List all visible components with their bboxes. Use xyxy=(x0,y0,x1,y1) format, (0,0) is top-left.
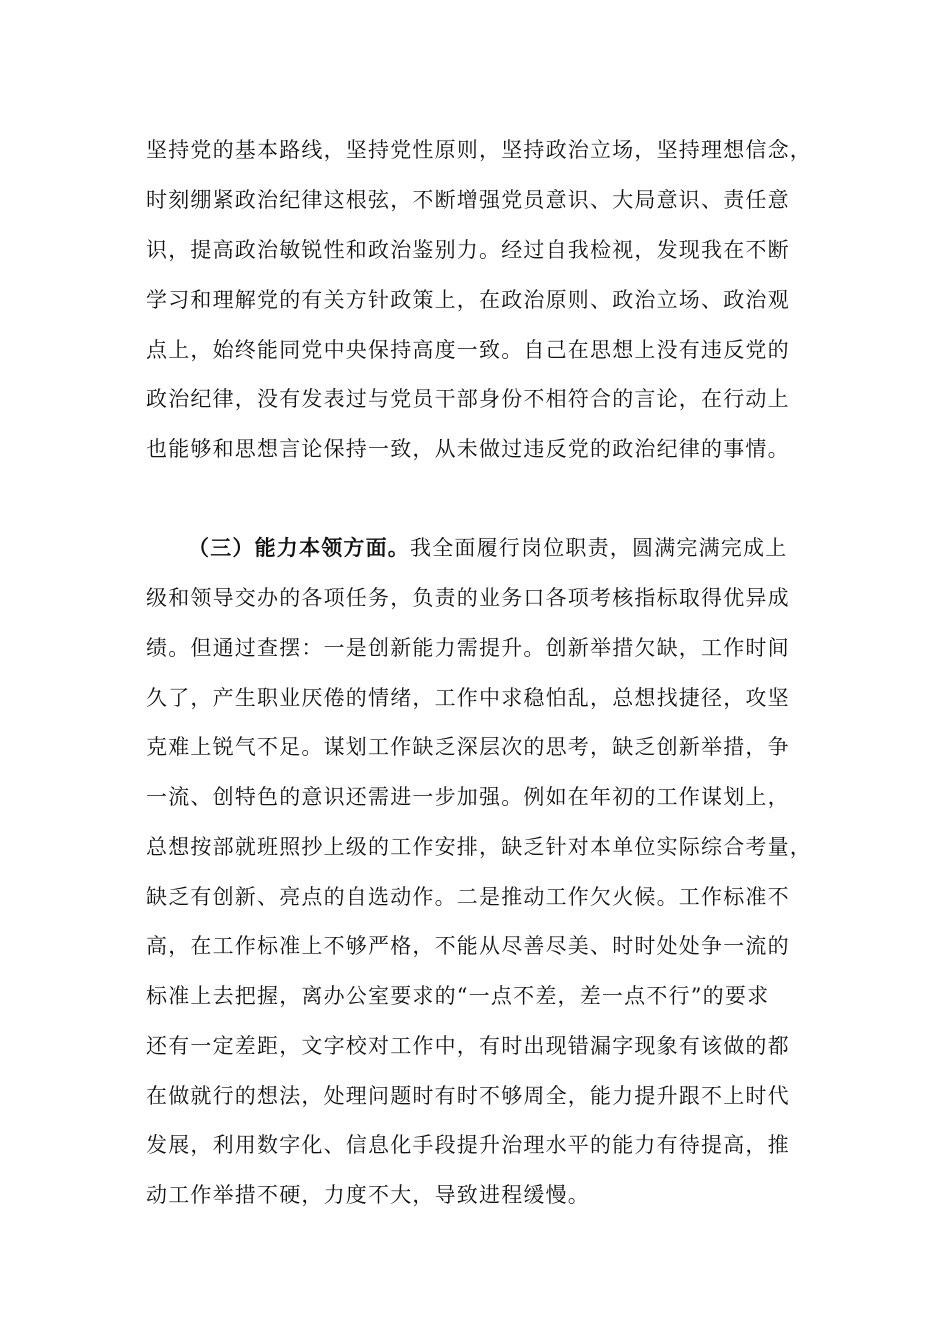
paragraph-2-line-10: 标准上去把握，离办公室要求的“一点不差，差一点不行”的要求 xyxy=(146,984,770,1008)
paragraph-2-line-13: 发展，利用数字化、信息化手段提升治理水平的能力有待提高，推 xyxy=(146,1133,790,1157)
paragraph-2-line-12: 在做就行的想法，处理问题时有时不够周全，能力提升跟不上时代 xyxy=(146,1084,790,1108)
paragraph-1-line-3: 识，提高政治敏锐性和政治鉴别力。经过自我检视，发现我在不断 xyxy=(146,238,790,262)
paragraph-2-line-8: 缺乏有创新、亮点的自选动作。二是推动工作欠火候。工作标准不 xyxy=(146,885,790,909)
paragraph-2-line-2: 级和领导交办的各项任务，负责的业务口各项考核指标取得优异成 xyxy=(146,586,790,610)
paragraph-2-line-7: 总想按部就班照抄上级的工作安排，缺乏针对本单位实际综合考量， xyxy=(146,835,812,859)
paragraph-2-line-11: 还有一定差距，文字校对工作中，有时出现错漏字现象有该做的都 xyxy=(146,1034,790,1058)
paragraph-2-line-1 xyxy=(188,533,828,563)
section-heading: （三）能力本领方面。 xyxy=(188,535,410,560)
paragraph-1-line-6: 政治纪律，没有发表过与党员干部身份不相符合的言论，在行动上 xyxy=(146,387,790,411)
paragraph-1-line-7: 也能够和思想言论保持一致，从未做过违反党的政治纪律的事情。 xyxy=(146,437,790,461)
paragraph-2-line-4: 久了，产生职业厌倦的情绪，工作中求稳怕乱，总想找捷径，攻坚 xyxy=(146,686,790,710)
paragraph-2-line-14: 动工作举措不硬，力度不大，导致进程缓慢。 xyxy=(146,1183,590,1207)
paragraph-2-line-3: 绩。但通过查摆：一是创新能力需提升。创新举措欠缺，工作时间 xyxy=(146,636,790,660)
paragraph-1-line-5: 点上，始终能同党中央保持高度一致。自己在思想上没有违反党的 xyxy=(146,338,790,362)
paragraph-1-line-4: 学习和理解党的有关方针政策上，在政治原则、政治立场、政治观 xyxy=(146,288,790,312)
paragraph-2-line-5: 克难上锐气不足。谋划工作缺乏深层次的思考，缺乏创新举措，争 xyxy=(146,735,790,759)
paragraph-1-line-2: 时刻绷紧政治纪律这根弦，不断增强党员意识、大局意识、责任意 xyxy=(146,188,790,212)
paragraph-2-line-9: 高，在工作标准上不够严格，不能从尽善尽美、时时处处争一流的 xyxy=(146,934,790,958)
paragraph-2-line-6: 一流、创特色的意识还需进一步加强。例如在年初的工作谋划上， xyxy=(146,785,790,809)
paragraph-2-line-1-text: 我全面履行岗位职责，圆满完满完成上 xyxy=(410,536,788,560)
paragraph-1-line-1: 坚持党的基本路线，坚持党性原则，坚持政治立场，坚持理想信念， xyxy=(146,138,812,162)
